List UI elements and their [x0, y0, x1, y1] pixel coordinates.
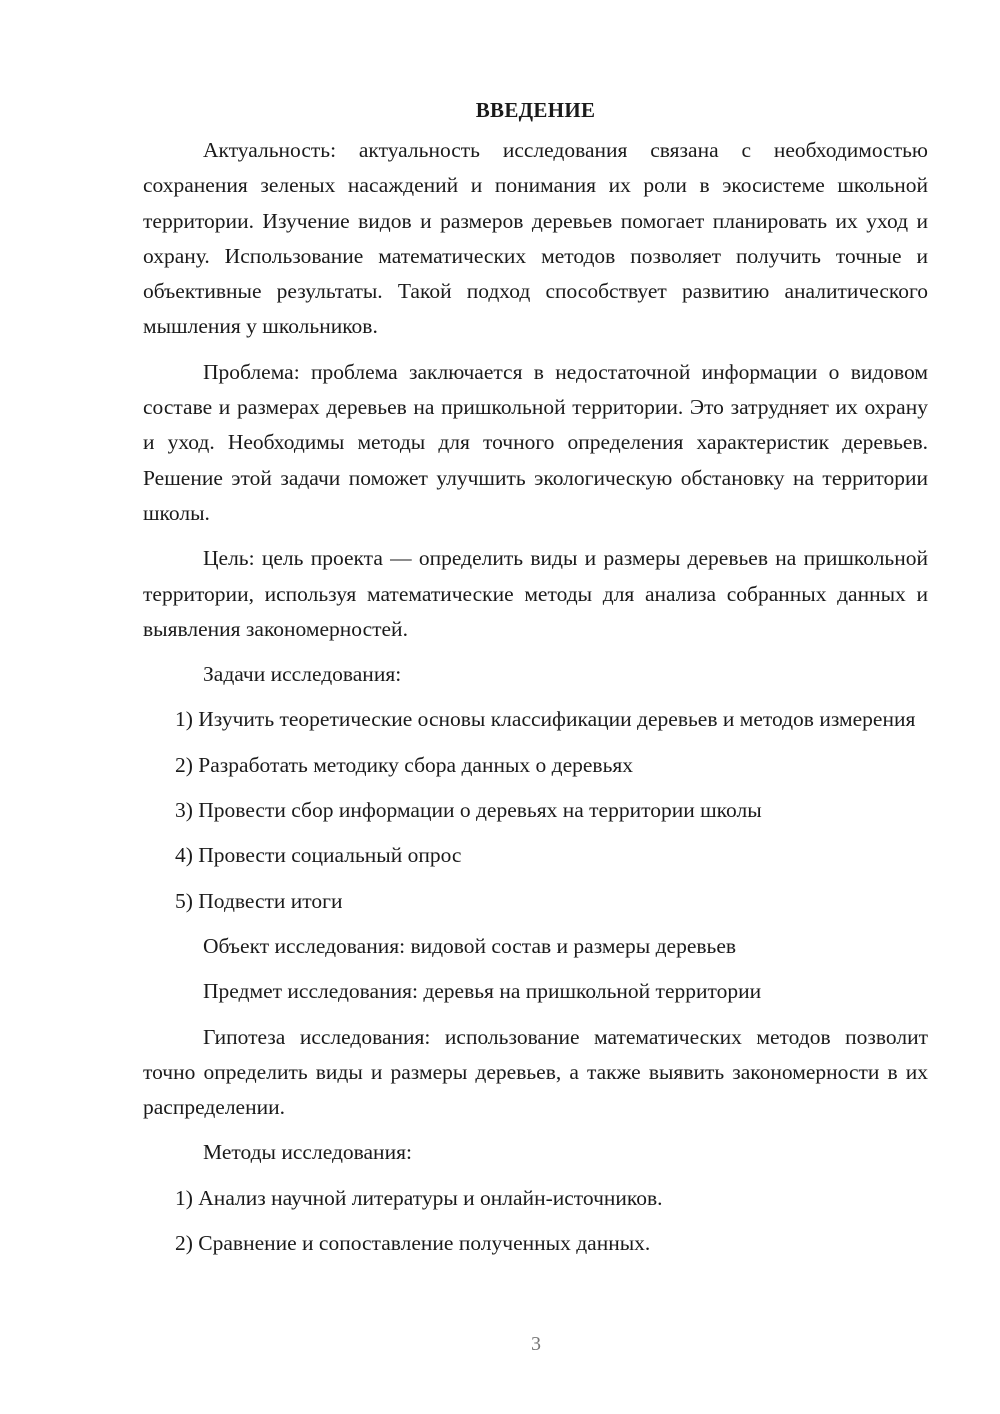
task-item: 4) Провести социальный опрос: [175, 843, 462, 868]
method-item: 2) Сравнение и сопоставление полученных данных.: [175, 1231, 651, 1256]
task-item: 1) Изучить теоретические основы классификации деревьев и методов измерения: [175, 707, 916, 732]
page-number: 3: [531, 1333, 541, 1355]
hypothesis-paragraph: Гипотеза исследования: использование математических методов позволит точно определить виды и размеры деревьев, а также выявить закономерности в их распределении.: [143, 1024, 928, 1120]
page-title: ВВЕДЕНИЕ: [475, 98, 596, 122]
document-page: [143, 95, 928, 1271]
goal-paragraph: Цель: цель проекта — определить виды и размеры деревьев на пришкольной территории, используя математические методы для анализа собранных данных и выявления закономерностей.: [143, 546, 928, 641]
task-item: 5) Подвести итоги: [175, 888, 343, 913]
problem-paragraph: Проблема: проблема заключается в недостаточной информации о видовом составе и размерах деревьев на пришкольной территории. Это затрудняет их охрану и уход. Необходимы методы для точного определения характеристик деревьев. Решение этой задачи поможет улучшить экологическую обстановку на территории школы.: [143, 359, 928, 525]
subject-line: Предмет исследования: деревья на пришкольной территории: [203, 979, 762, 1004]
task-item: 2) Разработать методику сбора данных о деревьях: [175, 752, 634, 777]
methods-heading: Методы исследования:: [203, 1140, 412, 1165]
relevance-paragraph: Актуальность: актуальность исследования связана с необходимостью сохранения зеленых насаждений и понимания их роли в экосистеме школьной территории. Изучение видов и размеров деревьев помогает планировать их уход и охрану. Использование математических методов позволяет получить точные и объективные результаты. Такой подход способствует развитию аналитического мышления у школьников.: [143, 138, 928, 339]
object-line: Объект исследования: видовой состав и размеры деревьев: [203, 933, 737, 958]
method-item: 1) Анализ научной литературы и онлайн-источников.: [175, 1185, 663, 1210]
tasks-heading: Задачи исследования:: [203, 662, 402, 687]
task-item: 3) Провести сбор информации о деревьях на территории школы: [175, 798, 762, 823]
